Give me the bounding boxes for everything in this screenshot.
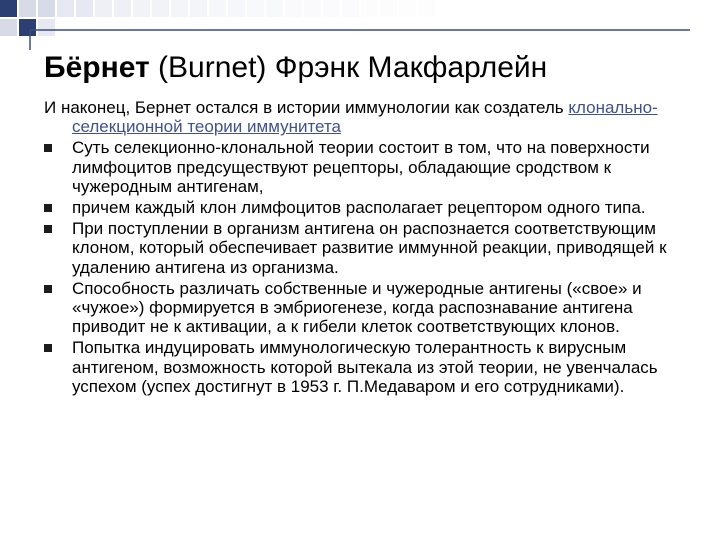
intro-paragraph	[44, 98, 684, 136]
list-item-text: При поступлении в организм антигена он распознается соответствующим клоном, который обеспечивает развитие иммунной реакции, приводящей к удалению антигена из организма.	[72, 219, 667, 277]
title-bold: Бёрнет	[44, 51, 150, 84]
list-item-text: Попытка индуцировать иммунологическую толерантность к вирусным антигеном, возможность которой вытекала из этой теории, не увенчалась успехом (успех достигнут в 1953 г. П.Медаваром и его сотрудниками).	[72, 338, 658, 396]
square-bullet-icon	[44, 285, 52, 293]
slide-title	[44, 48, 704, 88]
slide-body	[44, 98, 684, 398]
intro-text: И наконец, Бернет остался в истории иммунологии как создатель	[44, 98, 569, 117]
list-item-text: причем каждый клон лимфоцитов располагает рецептором одного типа.	[72, 198, 646, 218]
square-bullet-icon	[44, 344, 52, 352]
square-bullet-icon	[44, 225, 52, 233]
list-item	[44, 138, 684, 196]
list-item	[44, 338, 684, 396]
bullet-list	[44, 138, 684, 396]
list-item-text: Суть селекционно-клональной теории состоит в том, что на поверхности лимфоцитов предсуществуют рецепторы, обладающие сродством к чужеродным антигенам,	[72, 138, 650, 196]
square-bullet-icon	[44, 144, 52, 152]
list-item-text: Способность различать собственные и чужеродные антигены («свое» и «чужое») формируется в эмбриогенезе, когда распознавание антигена приводит не к активации, а к гибели клеток соответствующих клонов.	[72, 278, 642, 337]
theory-link[interactable]: клонально-селекционной теории иммунитета	[72, 98, 658, 137]
list-item	[44, 219, 684, 277]
list-item	[44, 279, 684, 337]
list-item	[44, 198, 684, 217]
square-bullet-icon	[44, 204, 52, 212]
title-rest: (Burnet) Фрэнк Макфарлейн	[149, 51, 548, 84]
